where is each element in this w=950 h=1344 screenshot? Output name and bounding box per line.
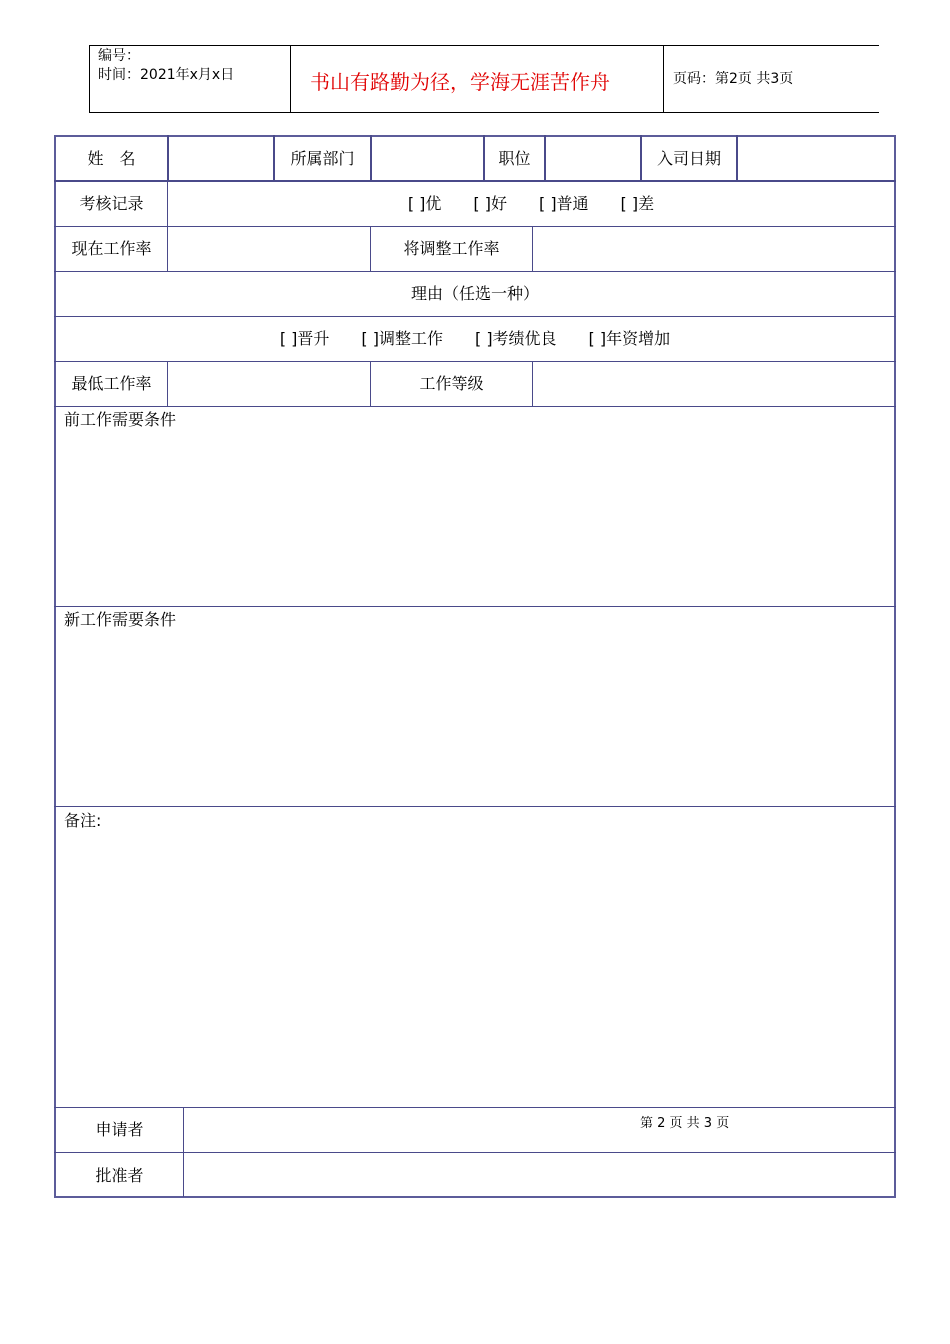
new-requirements-label: 新工作需要条件	[64, 610, 177, 629]
header-bottom-border	[89, 112, 879, 113]
header-page-number: 页码：第2页 共3页	[673, 71, 794, 87]
assessment-options[interactable]: [ ]优 [ ]好 [ ]普通 [ ]差	[407, 194, 655, 213]
position-value[interactable]	[546, 137, 640, 180]
name-value[interactable]	[169, 137, 273, 180]
job-grade-value[interactable]	[533, 362, 894, 406]
adjusted-rate-label: 将调整工作率	[403, 239, 500, 258]
prev-requirements-field[interactable]	[56, 432, 894, 604]
header-motto: 书山有路勤为径，学海无涯苦作舟	[310, 70, 610, 94]
current-rate-label: 现在工作率	[71, 239, 152, 258]
hire-date-value[interactable]	[738, 137, 894, 180]
hire-date-label: 入司日期	[656, 149, 721, 168]
new-requirements-field[interactable]	[56, 632, 894, 804]
header-top-border	[89, 45, 879, 46]
header-divider-1	[290, 45, 291, 113]
department-value[interactable]	[372, 137, 483, 180]
document-number-label: 编号：	[98, 48, 140, 64]
applicant-value[interactable]	[184, 1108, 894, 1152]
prev-requirements-label: 前工作需要条件	[64, 410, 177, 429]
assessment-label: 考核记录	[79, 194, 144, 213]
remarks-label: 备注:	[64, 811, 102, 830]
min-rate-value[interactable]	[168, 362, 370, 406]
current-rate-value[interactable]	[168, 227, 370, 271]
name-label: 姓 名	[87, 149, 136, 168]
reason-options[interactable]: [ ]晋升 [ ]调整工作 [ ]考绩优良 [ ]年资增加	[279, 329, 671, 348]
position-label: 职位	[498, 149, 531, 168]
header-left-border	[89, 45, 90, 113]
row-line	[54, 606, 896, 607]
adjusted-rate-value[interactable]	[533, 227, 894, 271]
row-line	[54, 316, 896, 317]
footer-page-number: 第 2 页 共 3 页	[640, 1116, 730, 1131]
min-rate-label: 最低工作率	[71, 374, 152, 393]
header-divider-2	[663, 45, 664, 113]
reason-label: 理由（任选一种）	[410, 284, 539, 303]
applicant-label: 申请者	[95, 1120, 144, 1139]
approver-value[interactable]	[184, 1153, 894, 1196]
row-line	[54, 406, 896, 407]
form-bottom-border	[54, 1196, 896, 1198]
approver-label: 批准者	[95, 1166, 144, 1185]
document-time-label: 时间：2021年x月x日	[98, 67, 235, 83]
job-grade-label: 工作等级	[419, 374, 484, 393]
department-label: 所属部门	[290, 149, 355, 168]
row-line	[54, 271, 896, 272]
remarks-field[interactable]	[56, 833, 894, 1105]
form-right-border	[894, 135, 896, 1198]
row-line	[54, 806, 896, 807]
row-line	[54, 180, 896, 182]
